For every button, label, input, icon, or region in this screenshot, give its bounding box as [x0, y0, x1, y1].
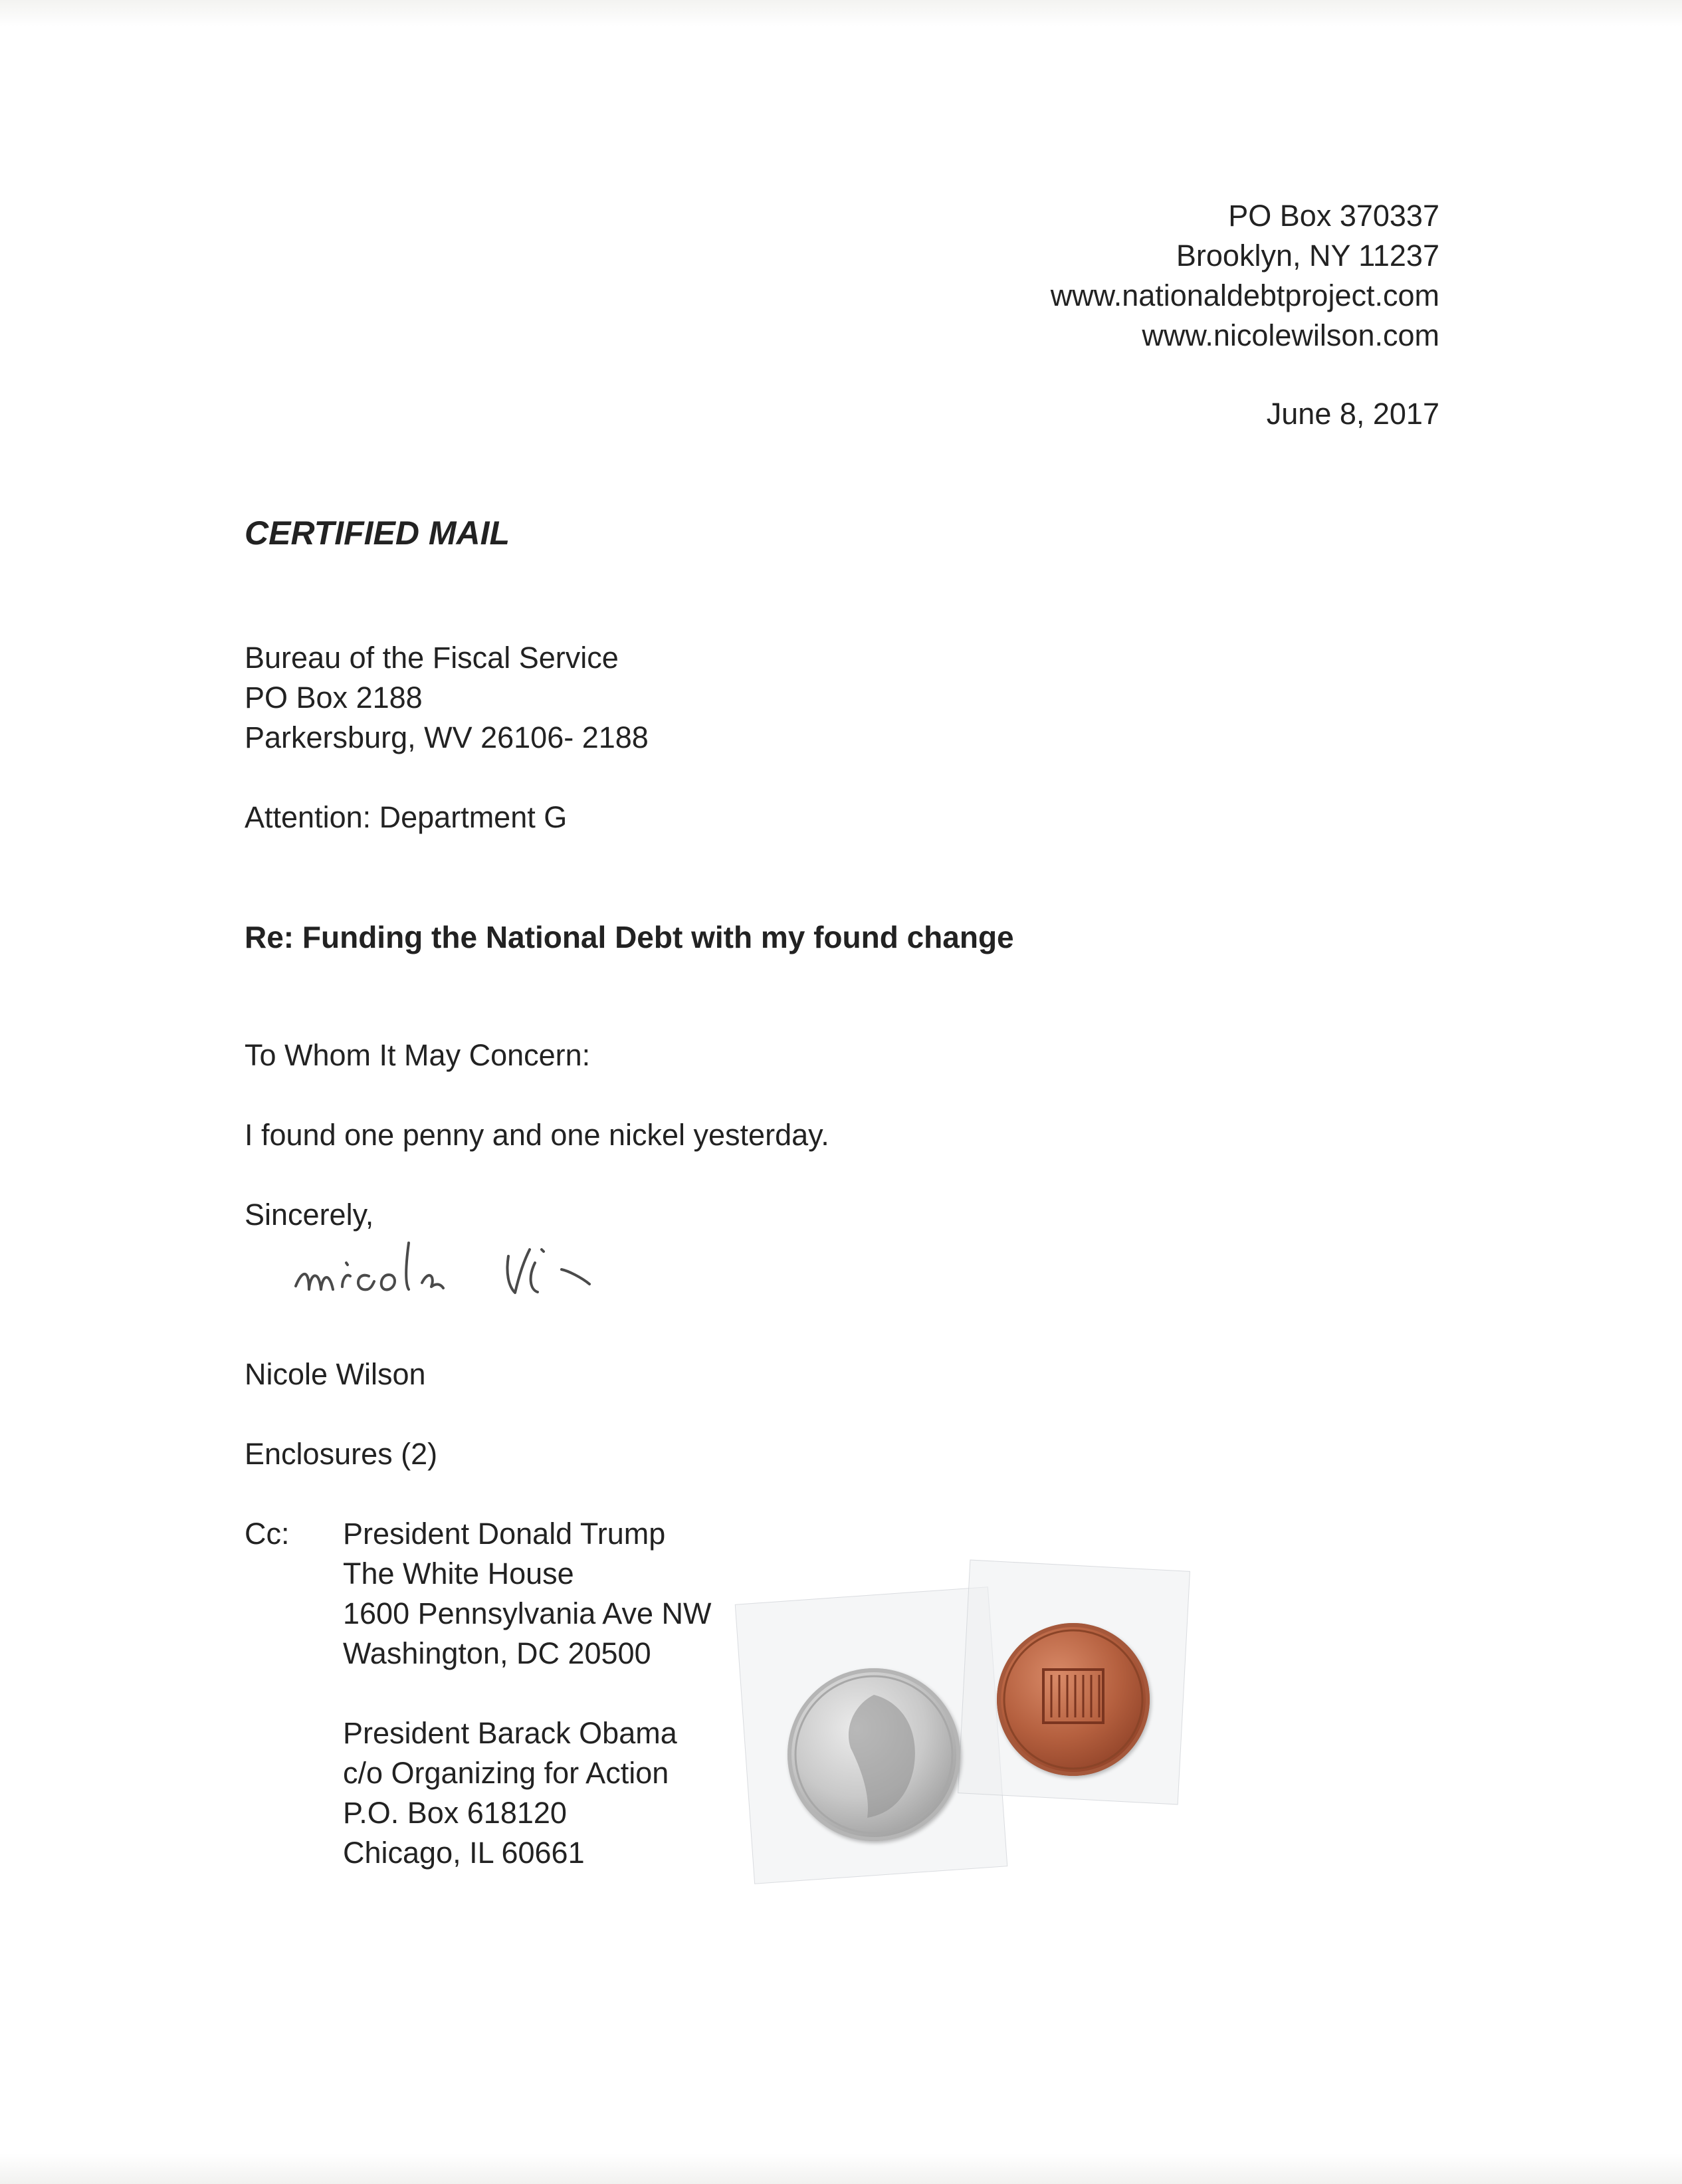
recipient-line: PO Box 2188 [245, 681, 423, 714]
recipient-line: Parkersburg, WV 26106- 2188 [245, 720, 649, 754]
handwritten-signature [289, 1223, 661, 1323]
recipient-address [245, 638, 649, 758]
closing: Sincerely, [245, 1198, 374, 1232]
cc-recipient [343, 1514, 712, 1674]
cc-recipient [343, 1713, 677, 1873]
attention-line: Attention: Department G [245, 800, 568, 834]
letter-body: I found one penny and one nickel yesterday. [245, 1118, 829, 1152]
cc-label: Cc: [245, 1517, 290, 1551]
sender-line: Brooklyn, NY 11237 [1176, 239, 1439, 273]
salutation: To Whom It May Concern: [245, 1038, 591, 1072]
cc-line: 1600 Pennsylvania Ave NW [343, 1596, 712, 1630]
cc-line: Washington, DC 20500 [343, 1636, 651, 1670]
cc-line: Chicago, IL 60661 [343, 1836, 585, 1870]
subject-line: Re: Funding the National Debt with my found change [245, 920, 1014, 954]
penny-coin-icon [997, 1623, 1150, 1776]
certified-mail-heading: CERTIFIED MAIL [245, 514, 510, 552]
sender-address [1051, 196, 1439, 356]
enclosures-line: Enclosures (2) [245, 1437, 438, 1471]
recipient-line: Bureau of the Fiscal Service [245, 641, 619, 675]
letter-date: June 8, 2017 [1266, 397, 1439, 431]
sender-line: PO Box 370337 [1228, 199, 1439, 233]
sender-website: www.nicolewilson.com [1142, 318, 1439, 352]
cc-line: c/o Organizing for Action [343, 1756, 669, 1790]
signer-name: Nicole Wilson [245, 1357, 426, 1391]
cc-line: President Barack Obama [343, 1716, 677, 1750]
cc-line: P.O. Box 618120 [343, 1796, 567, 1830]
cc-line: The White House [343, 1557, 574, 1590]
sender-website: www.nationaldebtproject.com [1050, 278, 1439, 312]
cc-line: President Donald Trump [343, 1517, 666, 1551]
nickel-coin-icon [788, 1668, 960, 1841]
